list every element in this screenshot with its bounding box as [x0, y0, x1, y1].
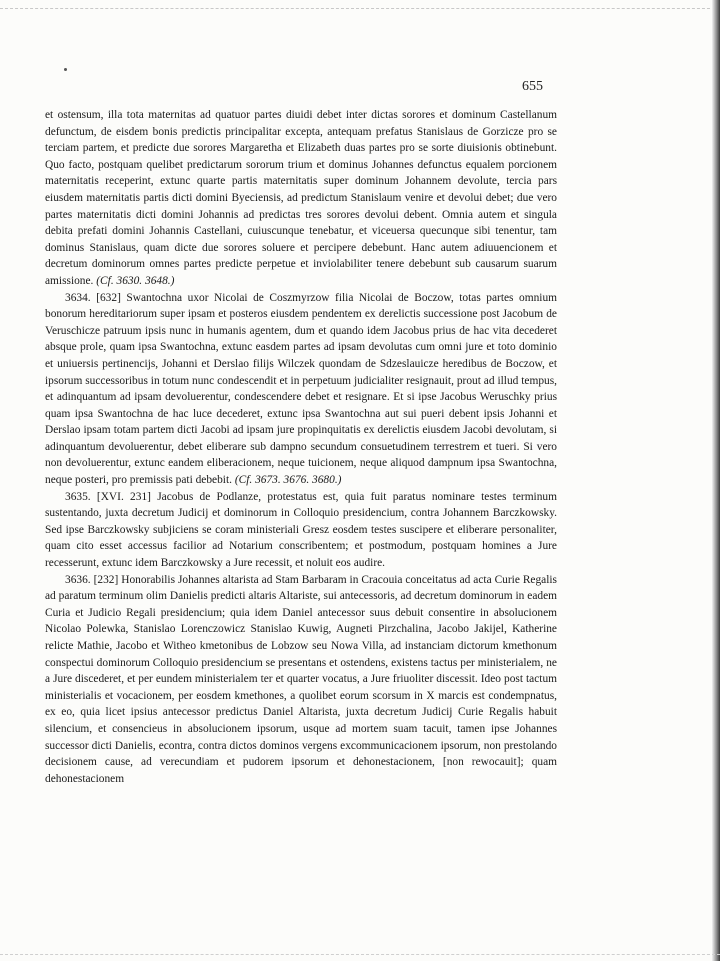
entry-number: 3634. [65, 291, 91, 304]
ink-speck [64, 68, 67, 71]
page-binding-shadow [712, 0, 720, 961]
entry-ref: [XVI. 231] [96, 490, 151, 503]
entry-number: 3635. [65, 490, 91, 503]
entry-3634 [45, 290, 557, 489]
paragraph-continued [45, 107, 557, 290]
entry-3636 [45, 572, 557, 788]
entry-ref: [632] [96, 291, 121, 304]
cross-reference: (Cf. 3630. 3648.) [96, 274, 175, 287]
paragraph-body: Jacobus de Podlanze, protestatus est, quia fuit paratus nominare testes terminum sustentando, juxta decretum Judicij et dominorum in Colloquio presidencium, contra Johannem Barczkowsky. Sed ipse Barczkowsky subjiciens se coram ministeriali Gresz eosdem testes suscipere et eliberare personaliter, quam cito esset accessus facilior ad Notarium conscribentem; et postmodum, postquam homines a Jure recesserunt, extunc idem Barczkowsky a Jure recessit, et noluit eos audire. [45, 490, 557, 570]
entry-number: 3636. [65, 573, 91, 586]
cross-reference: (Cf. 3673. 3676. 3680.) [234, 474, 342, 487]
page-number: 655 [522, 79, 543, 94]
paragraph-body: Swantochna uxor Nicolai de Coszmyrzow filia Nicolai de Boczow, totas partes omnium bonorum hereditariorum super ipsam et posteros eiusdem pendentem ex derelictis successione post Jacobum de Veruschicze patruum ipsis nunc in humanis agentem, dum et quando idem Jacobus prius de hac vita decederet absque prole, quam ipsa Swantochna, extunc easdem partes ad ipsam devolutas cum omni jure et toto dominio et uniuersis pertinencijs, Johanni et Derslao filijs Wilczek quondam de Sdzeslauicze heredibus de Boczow, et ipsorum successoribus in totum nunc condescendit et in perpetuum judicialiter resignauit, prout ad illud tempus, et adinquantum ad ipsam devoluerentur, condescendere debet et resignare. Et si ipse Jacobus Weruschky prius quam ipsa Swantochna de hac luce decederet, extunc ipsa Swantochna aut sui pueri debent ipsis Johanni et Derslao ipsam totam partem dicti Jacobi ad ipsam jure propinquitatis ex derelictis eiusdem Jacobi devolutam, si adinquantum devoluerentur, debet eliberare sub dampno secundum consuetudinem terrestrem et tueri. Si vero non devoluerentur, extunc eandem eliberacionem, neque tuicionem, neque aliquod dampnum ipsa Swantochna, neque posteri, pro premissis pati debebit. [45, 291, 557, 487]
page-bottom-edge [0, 954, 720, 961]
entry-3635 [45, 489, 557, 572]
page-top-edge [0, 0, 720, 9]
entry-ref: [232] [93, 573, 119, 586]
paragraph-body: et ostensum, illa tota maternitas ad quatuor partes diuidi debet inter dictas sorores et dominum Castellanum defunctum, de eisdem bonis predictis principalitar excepta, antequam prefatus Stanislaus de Gorzicze pro se terciam partem, et predicte due sorores Margaretha et Elizabeth duas partes pro se sorte diuisionis obtinebunt. Quo facto, postquam quelibet predictarum sororum trium et dominus Johannes defunctus equalem porcionem maternitatis receperint, extunc quarte partis maternitatis super dominum Johannem devolute, tercia pars eiusdem maternitatis partis dicti domini Byeciensis, ad predictum Stanislaum venire et devolui debet; due vero partes maternitatis dicti domini Johannis ad predictas tres sorores devolui debent. Omnia autem et singula debita prefati domini Johannis Castellani, cuiuscunque tenebatur, et viceuersa quecunque sibi tenentur, tam dominus Stanislaus, quam dicte due sorores soluere et percipere debebunt. Hanc autem adiuuencionem et decretum dominorum omnes partes predicte perpetue et inviolabiliter tenere debebunt sub causarum suarum amissione. [45, 109, 557, 287]
paragraph-body: Honorabilis Johannes altarista ad Stam Barbaram in Cracouia conceitatus ad acta Curie Regalis ad paratum terminum olim Danielis predicti altaris Altariste, sui antecessoris, ad decretum dominorum in eadem Curia et Judicio Regali presidencium; quia idem Daniel antecessor suus debuit consentire in absolucionem Nicolao Polewka, Stanislao Lorenczowicz Stanislao Kuwig, Augneti Pirzchalina, Jacobo Jakijel, Katherine relicte Mathie, Jacobo et Witheo kmetonibus de Lobzow seu Nowa Villa, ad instanciam dictorum kmethonum conspectui dominorum Colloquio presidencium se presentans et ostendens, existens tactus per ministerialem, ne a Jure discederet, et per eundem ministerialem ter et quarter vocatus, a Jure friuoliter discessit. Ideo post tactum ministerialis et vocacionem, per eosdem kmethones, a quolibet eorum scorsum in X marcis est condempnatus, ex eo, quia licet ipsius antecessor predictus Daniel Altarista, juxta decretum Judicij Curie Regalis habuit silencium, et consencieus in absolucionem ipsorum, usque ad mortem suam tacuit, tamen ipse Johannes successor dicti Danielis, econtra, contra dictos dominos vergens excommunicacionem ipsorum, non prestolando decisionem cause, ad verecundiam et pudorem ipsorum et dehonestacionem, [non rewocauit]; quam dehonestacionem [45, 573, 557, 785]
text-body [45, 107, 557, 787]
